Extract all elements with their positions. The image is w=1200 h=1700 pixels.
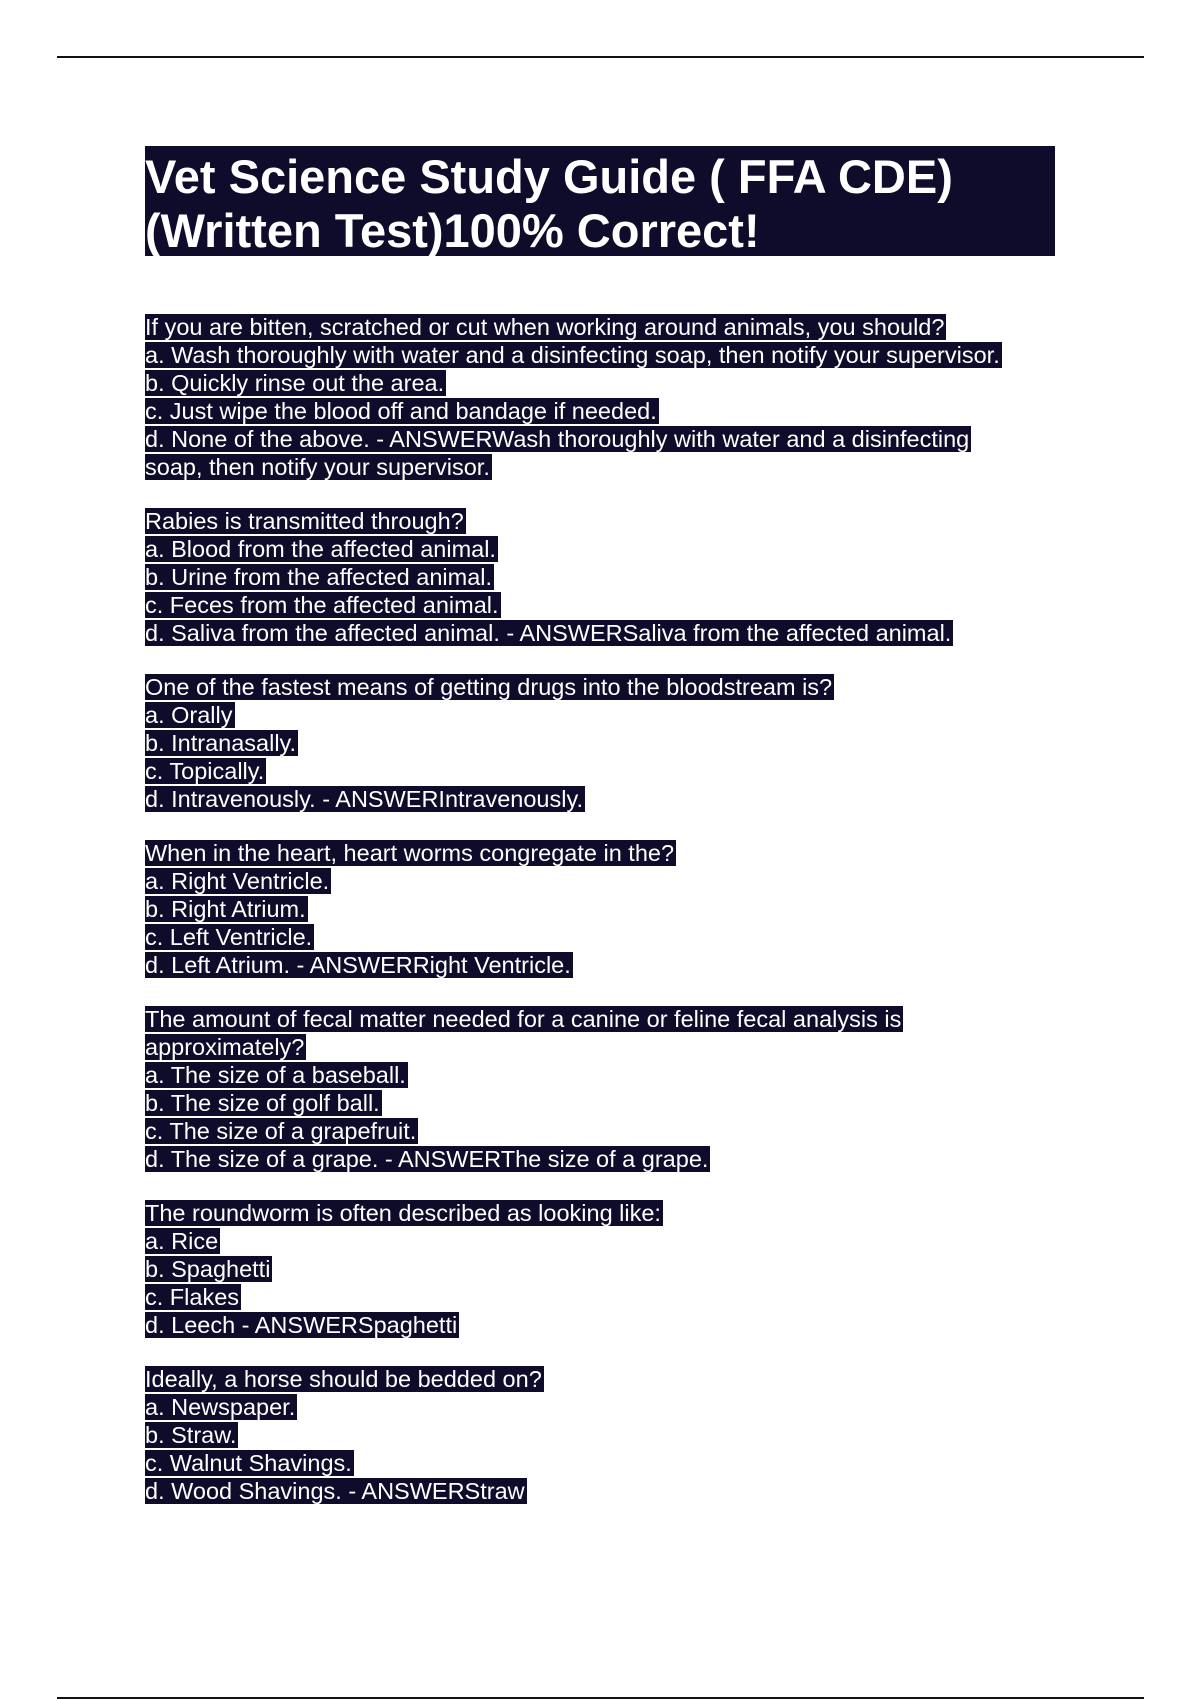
question-text: One of the fastest means of getting drugs into the bloodstream is?	[145, 674, 833, 700]
title-line-2: (Written Test)100% Correct!	[145, 204, 760, 257]
answer-option: c. Left Ventricle.	[145, 924, 313, 950]
answer-option: b. Intranasally.	[145, 730, 297, 756]
answer-option: b. Urine from the affected animal.	[145, 564, 493, 590]
question-block	[145, 673, 1075, 813]
answer-option: b. The size of golf ball.	[145, 1090, 380, 1116]
question-block	[145, 1199, 1075, 1339]
question-text: Ideally, a horse should be bedded on?	[145, 1366, 542, 1392]
answer-option: c. Walnut Shavings.	[145, 1450, 352, 1476]
question-text: The amount of fecal matter needed for a canine or feline fecal analysis is	[145, 1006, 902, 1032]
question-text-continuation: approximately?	[145, 1034, 305, 1060]
question-block	[145, 839, 1075, 979]
question-block	[145, 507, 1075, 647]
answer-option: c. Just wipe the blood off and bandage if needed.	[145, 398, 657, 424]
top-rule	[57, 56, 1144, 58]
answer-option: c. Feces from the affected animal.	[145, 592, 499, 618]
answer-continuation: soap, then notify your supervisor.	[145, 454, 490, 480]
answer-option-with-answer: d. Intravenously. - ANSWERIntravenously.	[145, 786, 583, 812]
answer-option: c. Flakes	[145, 1284, 240, 1310]
answer-option-with-answer: d. Wood Shavings. - ANSWERStraw	[145, 1478, 525, 1504]
document-title	[145, 146, 1055, 256]
answer-option: a. Rice	[145, 1228, 219, 1254]
answer-option: b. Quickly rinse out the area.	[145, 370, 445, 396]
question-text: When in the heart, heart worms congregate in the?	[145, 840, 675, 866]
answer-option-with-answer: d. Left Atrium. - ANSWERRight Ventricle.	[145, 952, 571, 978]
answer-option: a. Right Ventricle.	[145, 868, 330, 894]
answer-option: a. The size of a baseball.	[145, 1062, 406, 1088]
answer-option: a. Orally	[145, 702, 233, 728]
question-block	[145, 1365, 1075, 1505]
answer-option: b. Spaghetti	[145, 1256, 271, 1282]
answer-option: b. Straw.	[145, 1422, 237, 1448]
question-text: The roundworm is often described as looking like:	[145, 1200, 661, 1226]
bottom-rule	[57, 1697, 1144, 1699]
answer-option: c. Topically.	[145, 758, 265, 784]
answer-option-with-answer: d. The size of a grape. - ANSWERThe size of a grape.	[145, 1146, 709, 1172]
answer-option: b. Right Atrium.	[145, 896, 306, 922]
answer-option: a. Wash thoroughly with water and a disinfecting soap, then notify your supervisor.	[145, 342, 1000, 368]
answer-option: a. Newspaper.	[145, 1394, 296, 1420]
question-text: If you are bitten, scratched or cut when working around animals, you should?	[145, 314, 945, 340]
answer-option-with-answer: d. None of the above. - ANSWERWash thoroughly with water and a disinfecting	[145, 426, 970, 452]
answer-option-with-answer: d. Saliva from the affected animal. - ANSWERSaliva from the affected animal.	[145, 620, 952, 646]
question-block	[145, 313, 1075, 481]
title-line-1: Vet Science Study Guide ( FFA CDE)	[145, 150, 953, 203]
question-block	[145, 1005, 1075, 1173]
answer-option: c. The size of a grapefruit.	[145, 1118, 417, 1144]
question-list	[145, 313, 1075, 1531]
question-text: Rabies is transmitted through?	[145, 508, 464, 534]
answer-option: a. Blood from the affected animal.	[145, 536, 496, 562]
answer-option-with-answer: d. Leech - ANSWERSpaghetti	[145, 1312, 458, 1338]
